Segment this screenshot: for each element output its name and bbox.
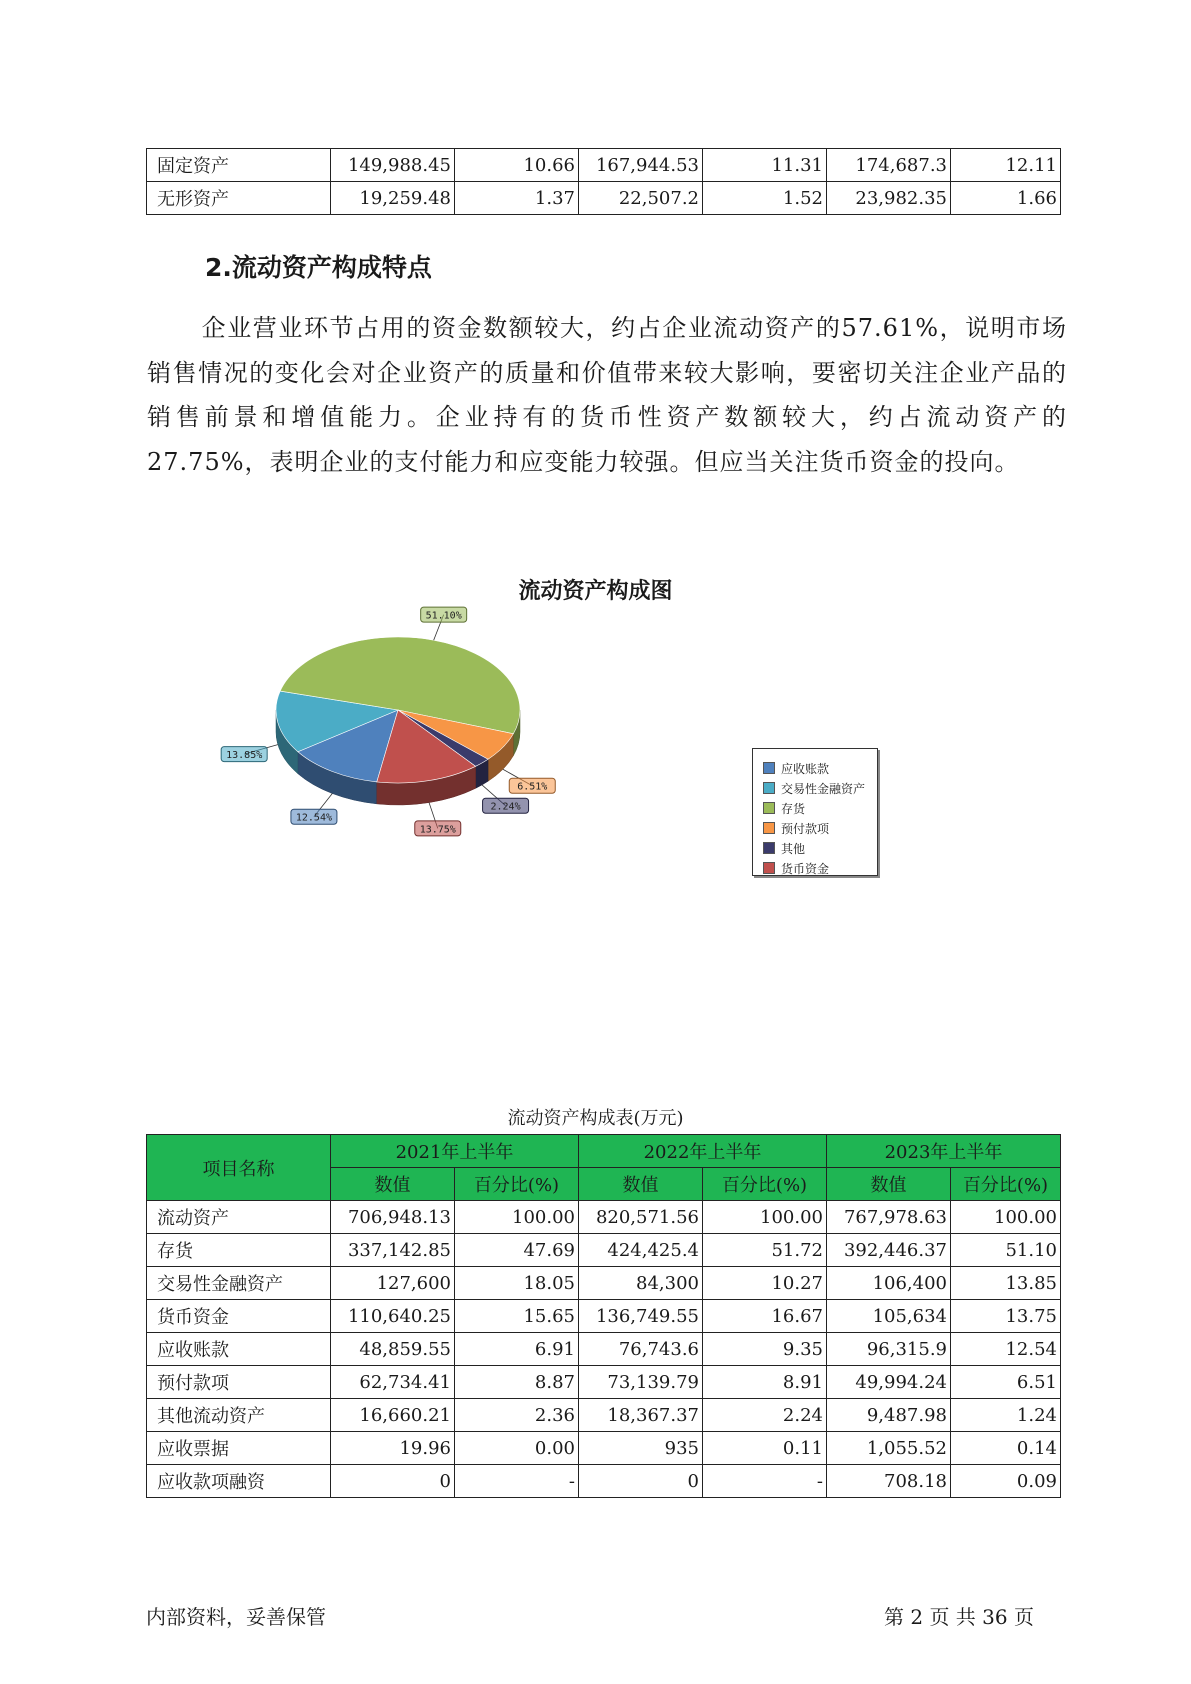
data-label: 6.51%	[517, 781, 548, 793]
table-caption: 流动资产构成表(万元)	[507, 1108, 684, 1129]
legend-item	[763, 819, 877, 837]
table-cell: 1,055.52	[827, 1432, 951, 1465]
table-row	[147, 1399, 1061, 1432]
row-label: 存货	[147, 1234, 331, 1267]
header-value: 数值	[579, 1168, 703, 1201]
table-row	[147, 1366, 1061, 1399]
header-pct: 百分比(%)	[951, 1168, 1061, 1201]
table-cell: 84,300	[579, 1267, 703, 1300]
header-value: 数值	[331, 1168, 455, 1201]
row-label: 无形资产	[147, 182, 331, 215]
row-label: 其他流动资产	[147, 1399, 331, 1432]
table-cell: 100.00	[703, 1201, 827, 1234]
section-heading: 2.流动资产构成特点	[205, 253, 432, 282]
table-cell: 12.11	[951, 149, 1061, 182]
chart-legend	[752, 748, 878, 876]
header-year-2023: 2023年上半年	[827, 1135, 1061, 1168]
row-label: 应收款项融资	[147, 1465, 331, 1498]
table-cell: 6.51	[951, 1366, 1061, 1399]
header-item-name: 项目名称	[147, 1135, 331, 1201]
legend-swatch	[763, 762, 775, 774]
table-cell: 424,425.4	[579, 1234, 703, 1267]
table-cell: 76,743.6	[579, 1333, 703, 1366]
table-cell: 9.35	[703, 1333, 827, 1366]
data-label: 12.54%	[295, 812, 332, 824]
table-cell: 15.65	[455, 1300, 579, 1333]
table-cell: 2.24	[703, 1399, 827, 1432]
table-cell: 51.72	[703, 1234, 827, 1267]
data-label: 51.10%	[425, 610, 462, 622]
table-cell: 110,640.25	[331, 1300, 455, 1333]
row-label: 货币资金	[147, 1300, 331, 1333]
legend-label: 其他	[781, 841, 806, 856]
table-cell: 6.91	[455, 1333, 579, 1366]
table-cell: 392,446.37	[827, 1234, 951, 1267]
table-cell: 18,367.37	[579, 1399, 703, 1432]
table-cell: 9,487.98	[827, 1399, 951, 1432]
header-year-2021: 2021年上半年	[331, 1135, 579, 1168]
section-paragraph	[147, 306, 1067, 484]
legend-swatch	[763, 842, 775, 854]
legend-label: 货币资金	[781, 861, 830, 876]
table-cell: 2.36	[455, 1399, 579, 1432]
legend-swatch	[763, 782, 775, 794]
table-cell: -	[703, 1465, 827, 1498]
table-row	[147, 1300, 1061, 1333]
current-assets-table	[146, 1134, 1061, 1498]
legend-label: 应收账款	[781, 761, 830, 776]
table-cell: 62,734.41	[331, 1366, 455, 1399]
table-header-row-years	[147, 1135, 1061, 1168]
table-cell: 47.69	[455, 1234, 579, 1267]
legend-item	[763, 799, 877, 817]
table-cell: 51.10	[951, 1234, 1061, 1267]
table-cell: 935	[579, 1432, 703, 1465]
page-number: 第 2 页 共 36 页	[884, 1605, 1034, 1629]
table-cell: 106,400	[827, 1267, 951, 1300]
table-cell: 8.91	[703, 1366, 827, 1399]
data-label: 13.85%	[226, 750, 263, 762]
table-row	[147, 1201, 1061, 1234]
table-cell: 73,139.79	[579, 1366, 703, 1399]
table-cell: 706,948.13	[331, 1201, 455, 1234]
table-cell: 708.18	[827, 1465, 951, 1498]
table-cell: 100.00	[951, 1201, 1061, 1234]
table-row	[147, 149, 1061, 182]
header-pct: 百分比(%)	[703, 1168, 827, 1201]
table-cell: 337,142.85	[331, 1234, 455, 1267]
table-cell: 0.14	[951, 1432, 1061, 1465]
table-cell: 8.87	[455, 1366, 579, 1399]
legend-swatch	[763, 822, 775, 834]
header-value: 数值	[827, 1168, 951, 1201]
row-label: 交易性金融资产	[147, 1267, 331, 1300]
legend-item	[763, 839, 877, 857]
footer-note: 内部资料，妥善保管	[146, 1605, 326, 1629]
legend-swatch	[763, 862, 775, 874]
pie-chart	[226, 610, 610, 880]
table-cell: 0	[331, 1465, 455, 1498]
table-row	[147, 1432, 1061, 1465]
row-label: 流动资产	[147, 1201, 331, 1234]
header-pct: 百分比(%)	[455, 1168, 579, 1201]
table-cell: 174,687.3	[827, 149, 951, 182]
table-cell: 23,982.35	[827, 182, 951, 215]
table-cell: 149,988.45	[331, 149, 455, 182]
table-cell: 0.00	[455, 1432, 579, 1465]
legend-item	[763, 779, 877, 797]
legend-label: 存货	[781, 801, 806, 816]
legend-item	[763, 759, 877, 777]
table-row	[147, 1234, 1061, 1267]
header-year-2022: 2022年上半年	[579, 1135, 827, 1168]
row-label: 应收账款	[147, 1333, 331, 1366]
table-cell: 16,660.21	[331, 1399, 455, 1432]
table-cell: 22,507.2	[579, 182, 703, 215]
chart-title: 流动资产构成图	[518, 579, 673, 604]
table-cell: 49,994.24	[827, 1366, 951, 1399]
table-cell: 19.96	[331, 1432, 455, 1465]
paragraph-text: 企业营业环节占用的资金数额较大，约占企业流动资产的57.61%，说明市场销售情况的变化会对企业资产的质量和价值带来较大影响，要密切关注企业产品的销售前景和增值能力。企业持有的货币性资产数额较大，约占流动资产的27.75%，表明企业的支付能力和应变能力较强。但应当关注货币资金的投向。	[147, 314, 1067, 476]
table-cell: 18.05	[455, 1267, 579, 1300]
row-label: 应收票据	[147, 1432, 331, 1465]
table-row	[147, 1465, 1061, 1498]
table-cell: 1.24	[951, 1399, 1061, 1432]
table-cell: 167,944.53	[579, 149, 703, 182]
table-cell: 16.67	[703, 1300, 827, 1333]
table-cell: -	[455, 1465, 579, 1498]
table-cell: 136,749.55	[579, 1300, 703, 1333]
data-label: 13.75%	[419, 824, 456, 836]
table-cell: 10.66	[455, 149, 579, 182]
table-cell: 1.52	[703, 182, 827, 215]
table-cell: 820,571.56	[579, 1201, 703, 1234]
table-cell: 1.66	[951, 182, 1061, 215]
legend-label: 交易性金融资产	[781, 781, 866, 796]
legend-item	[763, 859, 877, 877]
legend-label: 预付款项	[781, 821, 830, 836]
legend-swatch	[763, 802, 775, 814]
table-cell: 11.31	[703, 149, 827, 182]
table-cell: 19,259.48	[331, 182, 455, 215]
table-cell: 127,600	[331, 1267, 455, 1300]
table-cell: 100.00	[455, 1201, 579, 1234]
data-label: 2.24%	[490, 801, 521, 813]
row-label: 预付款项	[147, 1366, 331, 1399]
table-row	[147, 1267, 1061, 1300]
table-cell: 12.54	[951, 1333, 1061, 1366]
table-cell: 96,315.9	[827, 1333, 951, 1366]
table-cell: 0.09	[951, 1465, 1061, 1498]
table-cell: 767,978.63	[827, 1201, 951, 1234]
table-cell: 105,634	[827, 1300, 951, 1333]
table-cell: 0.11	[703, 1432, 827, 1465]
table-cell: 48,859.55	[331, 1333, 455, 1366]
table-cell: 0	[579, 1465, 703, 1498]
fixed-assets-table	[146, 148, 1061, 215]
table-cell: 10.27	[703, 1267, 827, 1300]
table-row	[147, 182, 1061, 215]
table-cell: 13.85	[951, 1267, 1061, 1300]
table-row	[147, 1333, 1061, 1366]
row-label: 固定资产	[147, 149, 331, 182]
table-cell: 1.37	[455, 182, 579, 215]
table-cell: 13.75	[951, 1300, 1061, 1333]
